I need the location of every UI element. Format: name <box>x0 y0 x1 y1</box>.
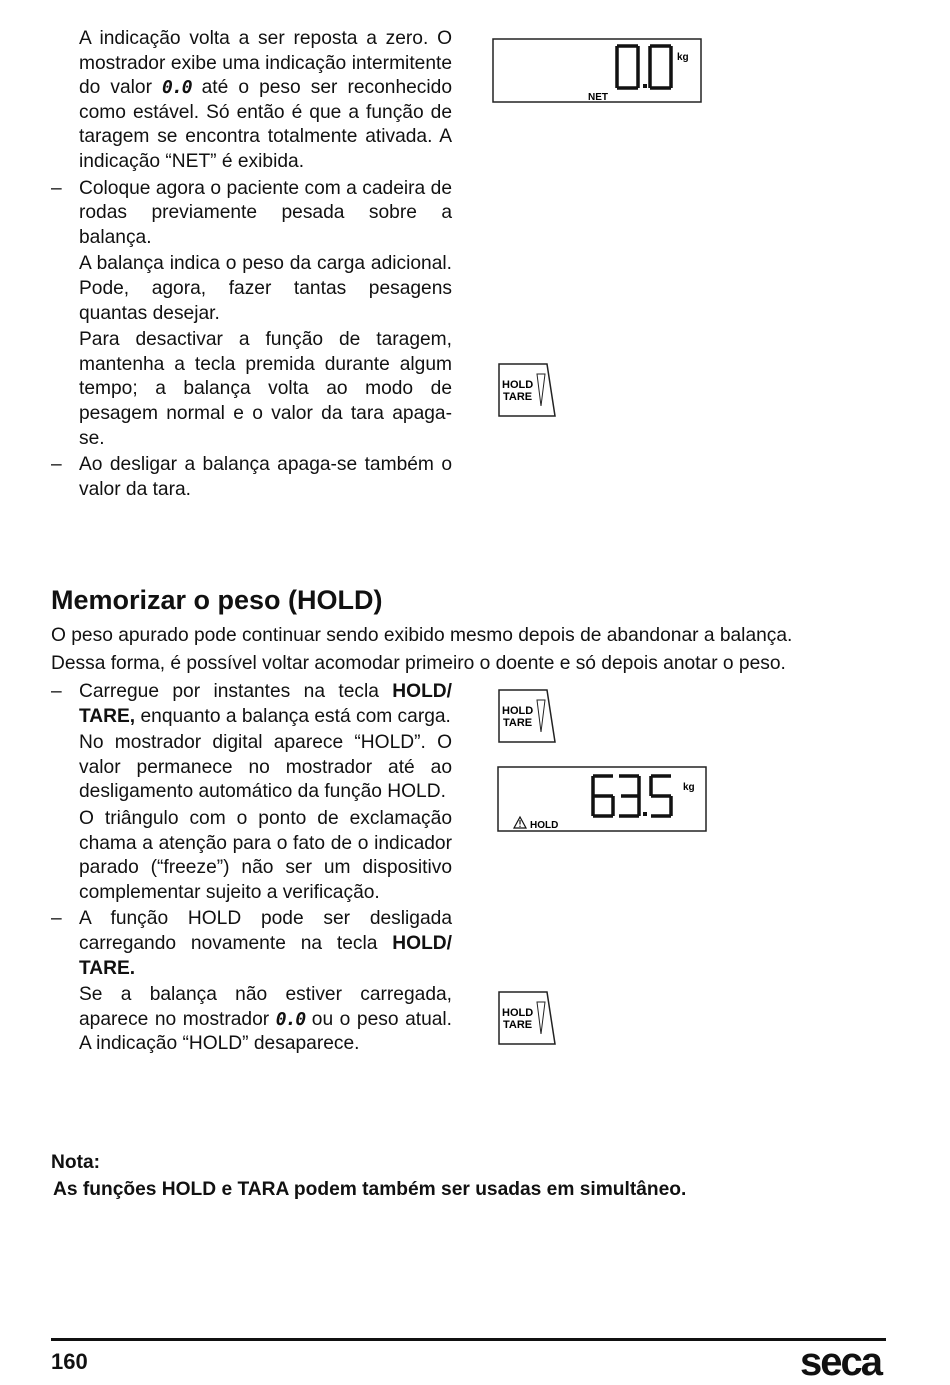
note-text: As funções HOLD e TARA podem também ser usadas em simultâneo. <box>53 1179 687 1200</box>
hold-indicator: HOLD <box>530 820 559 831</box>
paragraph: No mostrador digital aparece “HOLD”. O valor permanece no mostrador até ao desligamento automático da função HOLD. <box>79 732 452 803</box>
seca-logo: seca <box>800 1340 881 1384</box>
unit-label: kg <box>677 52 689 63</box>
section2-column <box>51 680 452 1059</box>
footer-divider <box>51 1338 886 1341</box>
intro-line: Dessa forma, é possível voltar acomodar primeiro o doente e só depois anotar o peso. <box>51 653 786 674</box>
bullet-item: – Ao desligar a balança apaga-se também o valor da tara. <box>79 453 452 502</box>
net-indicator: NET <box>588 92 608 103</box>
section1-column <box>51 27 452 504</box>
display-net <box>492 38 704 104</box>
paragraph: Se a balança não estiver carregada, aparece no mostrador 0.0 ou o peso atual. A indicação “HOLD” desaparece. <box>79 984 453 1055</box>
svg-text:TARE: TARE <box>503 391 533 403</box>
paragraph: A indicação volta a ser reposta a zero. O mostrador exibe uma indicação intermitente do valor 0.0 até o peso ser reconhecido como estável. Só então é que a função de taragem se encontra totalmente ativada. A indicação “NET” é exibida. <box>79 28 452 172</box>
hold-tare-key <box>497 990 559 1046</box>
svg-text:HOLD: HOLD <box>502 379 534 391</box>
bullet-item: – Coloque agora o paciente com a cadeira de rodas previamente pesada sobre a balança. <box>79 177 452 251</box>
unit-label: kg <box>683 782 695 793</box>
paragraph: A balança indica o peso da carga adicional. Pode, agora, fazer tantas pesagens quantas desejar. <box>79 253 452 324</box>
hold-tare-key <box>497 688 559 744</box>
paragraph: Para desactivar a função de taragem, mantenha a tecla premida durante algum tempo; a balança volta ao modo de pesagem normal e o valor da tara apaga-se. <box>79 329 452 449</box>
inline-display-value: 0.0 <box>275 1008 306 1030</box>
paragraph: O triângulo com o ponto de exclamação chama a atenção para o fato de o indicador parado (“freeze”) não ser um dispositivo complementar sujeito a verificação. <box>79 807 452 903</box>
bullet-item: – Carregue por instantes na tecla HOLD/ TARE, enquanto a balança está com carga. <box>79 680 452 729</box>
page-number: 160 <box>51 1349 88 1374</box>
section-heading: Memorizar o peso (HOLD) <box>51 585 383 615</box>
svg-text:TARE: TARE <box>503 717 533 729</box>
note-title: Nota: <box>51 1152 101 1173</box>
inline-display-value: 0.0 <box>162 77 192 99</box>
svg-text:HOLD: HOLD <box>502 705 534 717</box>
hold-tare-key <box>497 362 559 418</box>
display-hold <box>497 766 709 834</box>
bullet-item: – A função HOLD pode ser desligada carregando novamente na tecla HOLD/ TARE. <box>79 907 452 981</box>
svg-text:TARE: TARE <box>503 1019 533 1031</box>
intro-line: O peso apurado pode continuar sendo exibido mesmo depois de abandonar a balança. <box>51 625 793 646</box>
svg-text:HOLD: HOLD <box>502 1007 534 1019</box>
